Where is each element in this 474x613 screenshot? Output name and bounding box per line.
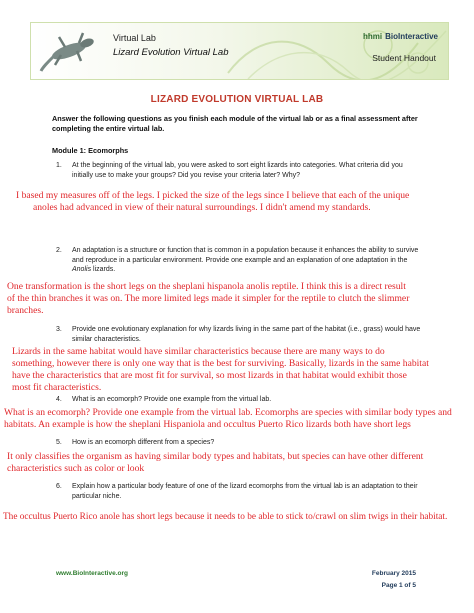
question-text: What is an ecomorph? Provide one example from the virtual lab. [72, 396, 272, 403]
question-text-italic: Anolis [72, 266, 92, 273]
brand-logo [363, 32, 438, 41]
answer-5-line-1: It only classifies the organism as having similar body types and habitats, but species can have other different [7, 451, 424, 462]
question-text: At the beginning of the virtual lab, you were asked to sort eight lizards into categories. What criteria did you initially use to make your groups? Did you revise your criteria later? Why? [72, 162, 403, 179]
answer-3-line-2: something, however there is only one way that is the best for surviving. Basically, lizards in the same habitat [12, 358, 429, 369]
answer-3-line-1: Lizards in the same habitat would have similar characteristics because there are many ways to do [12, 346, 385, 357]
question-number: 3. [56, 326, 62, 333]
header-subtitle: Lizard Evolution Virtual Lab [113, 47, 229, 58]
question-text: How is an ecomorph different from a species? [72, 439, 215, 446]
question-text: Explain how a particular body feature of one of the lizard ecomorphs from the virtual lab is an adaptation to their particular niche. [72, 483, 418, 500]
answer-4-line-2: habitats. An example is how the sheplani Hispaniola and occultus Puerto Rico lizards both have short legs [4, 419, 411, 430]
lizard-logo-icon [39, 29, 101, 73]
answer-3-line-3: have the characteristics that are most fit for survival, so most lizards in that habitat would exhibit those [12, 370, 407, 381]
question-5 [52, 438, 424, 448]
question-text [72, 246, 424, 275]
footer-website-link[interactable]: www.BioInteractive.org [56, 570, 128, 577]
document-title: LIZARD EVOLUTION VIRTUAL LAB [150, 94, 324, 105]
module-heading: Module 1: Ecomorphs [52, 146, 129, 155]
answer-3-line-4: most fit characteristics. [12, 382, 102, 393]
answer-6-line-1: The occultus Puerto Rico anole has short legs because it needs to be able to stick to/crawl on slim twigs in their habitat. [3, 512, 448, 522]
footer-date: February 2015 [371, 570, 416, 577]
question-text: Provide one evolutionary explanation for why lizards living in the same part of the habitat (i.e., grass) would have similar characteristics. [72, 326, 421, 343]
question-2 [52, 246, 424, 275]
brand-name: BioInteractive [385, 32, 438, 41]
handout-label: Student Handout [372, 53, 436, 63]
answer-1-line-2: anoles had advanced in view of their natural surroundings. I didn't amend my standards. [33, 202, 371, 213]
question-3 [52, 325, 424, 344]
question-text-part: lizards. [91, 266, 116, 273]
question-text-part: An adaptation is a structure or function that is common in a population because it enhances the ability to survive and reproduce in a particular environment. Provide one example and an explanation of one adaptation in the [72, 247, 419, 264]
answer-2-line-2: of the thin branches it was on. The more limited legs made it simpler for the reptile to clutch the slimmer [7, 293, 410, 304]
instructions-text: Answer the following questions as you finish each module of the virtual lab or as a final assessment after completing the entire virtual lab. [52, 114, 418, 133]
answer-2-line-3: branches. [7, 305, 44, 316]
answer-5-line-2: characteristics such as color or look [7, 463, 145, 474]
footer-page-number: Page 1 of 5 [381, 582, 416, 589]
hhmi-label: hhmi [362, 32, 383, 41]
question-6 [52, 482, 424, 501]
question-number: 2. [56, 247, 62, 254]
question-4 [52, 395, 424, 405]
header-title: Virtual Lab [113, 33, 156, 43]
answer-1-line-1: I based my measures off of the legs. I picked the size of the legs since I believe that each of the unique [16, 190, 410, 201]
answer-4-line-1: What is an ecomorph? Provide one example from the virtual lab. Ecomorphs are species with similar body types and [4, 407, 452, 418]
question-number: 4. [56, 396, 62, 403]
answer-2-line-1: One transformation is the short legs on the sheplani hispanola anolis reptile. I think this is a direct result [7, 281, 406, 292]
question-number: 6. [56, 483, 62, 490]
question-1 [52, 161, 424, 180]
header-banner [30, 22, 449, 80]
question-number: 1. [56, 162, 62, 169]
question-number: 5. [56, 439, 62, 446]
